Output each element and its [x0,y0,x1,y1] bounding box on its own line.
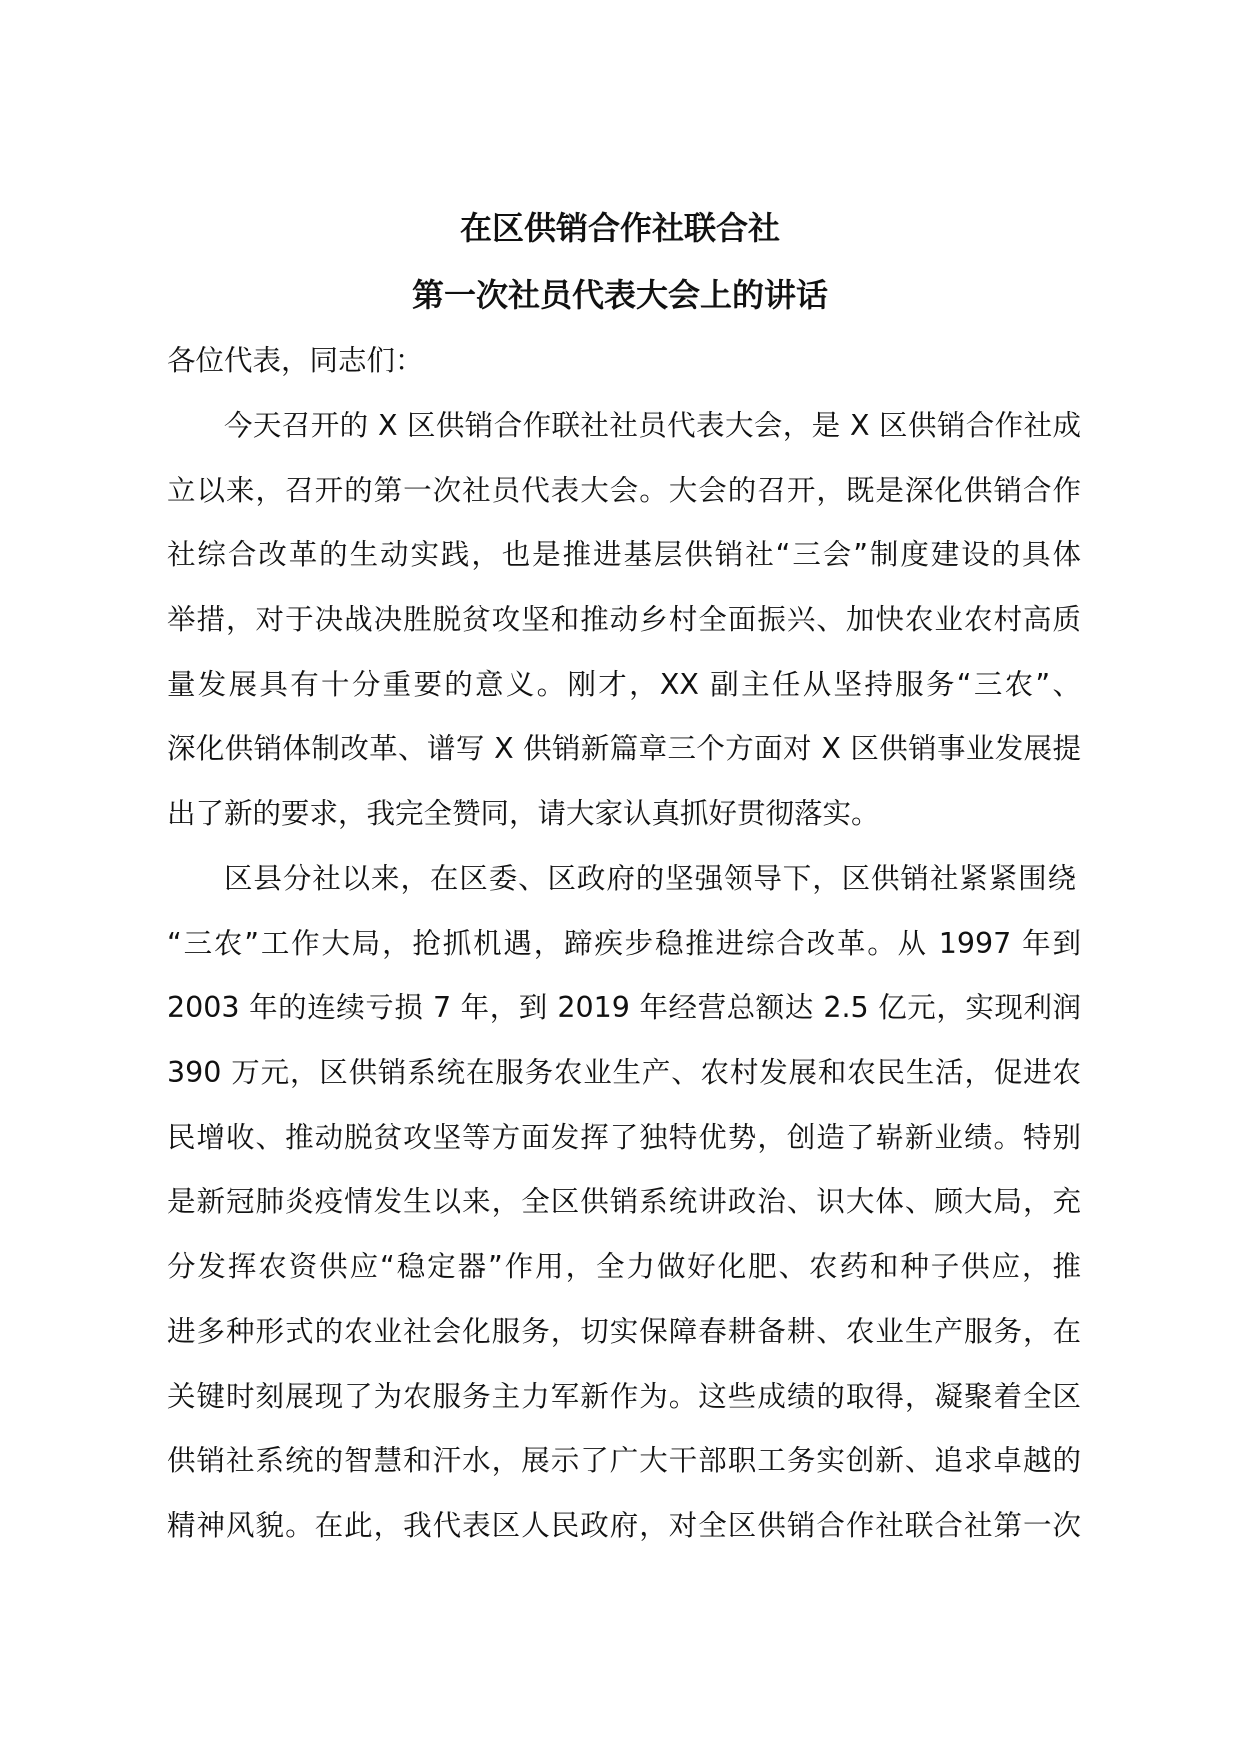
paragraph-line: 出了新的要求，我完全赞同，请大家认真抓好贯彻落实。 [167,797,880,830]
paragraph-line: 立以来，召开的第一次社员代表大会。大会的召开，既是深化供销合作 [167,474,1081,507]
paragraph-line: 进多种形式的农业社会化服务，切实保障春耕备耕、农业生产服务，在 [167,1315,1081,1348]
title-line-1: 在区供销合作社联合社 [459,209,780,247]
paragraph-line: 2003 年的连续亏损 7 年，到 2019 年经营总额达 2.5 亿元，实现利润 [167,991,1081,1024]
paragraph-line: 今天召开的 X 区供销合作联社社员代表大会，是 X 区供销合作社成 [224,409,1081,442]
paragraph-line: 供销社系统的智慧和汗水，展示了广大干部职工务实创新、追求卓越的 [167,1444,1081,1477]
paragraph-line: 是新冠肺炎疫情发生以来，全区供销系统讲政治、识大体、顾大局，充 [167,1185,1081,1218]
paragraph-line: 390 万元，区供销系统在服务农业生产、农村发展和农民生活，促进农 [167,1056,1081,1089]
paragraph-line: 社综合改革的生动实践，也是推进基层供销社“三会”制度建设的具体 [167,538,1081,571]
paragraph-line: 关键时刻展现了为农服务主力军新作为。这些成绩的取得，凝聚着全区 [167,1380,1081,1413]
paragraph-line: “三农”工作大局，抢抓机遇，蹄疾步稳推进综合改革。从 1997 年到 [167,927,1081,960]
paragraph-line: 精神风貌。在此，我代表区人民政府，对全区供销合作社联合社第一次 [167,1509,1081,1542]
paragraph-line: 民增收、推动脱贫攻坚等方面发挥了独特优势，创造了崭新业绩。特别 [167,1121,1081,1154]
paragraph-line: 举措，对于决战决胜脱贫攻坚和推动乡村全面振兴、加快农业农村高质 [167,603,1081,636]
salutation: 各位代表，同志们： [167,344,424,377]
paragraph-line: 深化供销体制改革、谱写 X 供销新篇章三个方面对 X 区供销事业发展提 [167,732,1081,765]
title-line-2: 第一次社员代表大会上的讲话 [411,276,828,314]
paragraph-line: 量发展具有十分重要的意义。刚才，XX 副主任从坚持服务“三农”、 [167,668,1081,701]
paragraph-line: 区县分社以来，在区委、区政府的坚强领导下，区供销社紧紧围绕 [224,862,1076,895]
paragraph-line: 分发挥农资供应“稳定器”作用，全力做好化肥、农药和种子供应，推 [167,1250,1081,1283]
